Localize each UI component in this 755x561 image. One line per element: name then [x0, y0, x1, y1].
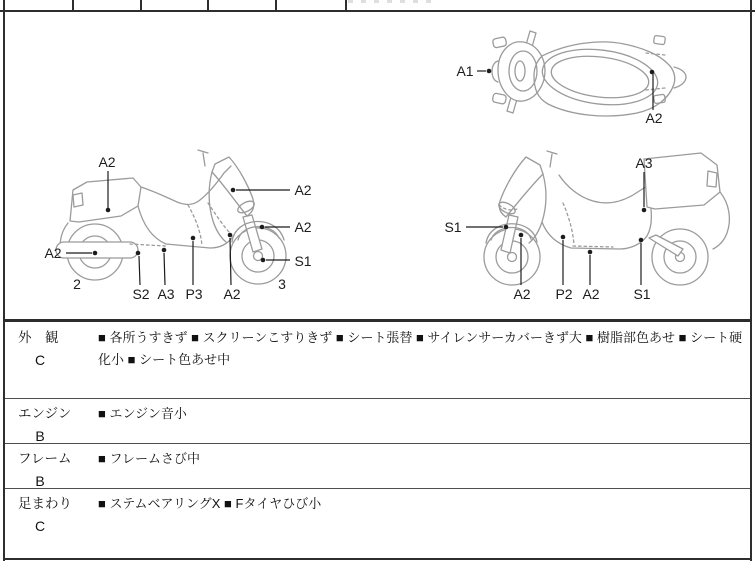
notes-cell: ■ 各所うすきず ■ スクリーンこすりきず ■ シート張替 ■ サイレンサーカバーきず大 ■ 樹脂部色あせ ■ シート硬化小 ■ シート色あせ中 — [98, 330, 743, 367]
category-cell — [5, 497, 98, 559]
callout-label: A2 — [294, 182, 312, 198]
callout-label: A2 — [98, 154, 116, 170]
inspection-report-table — [5, 323, 750, 559]
callout-label: A2 — [44, 245, 62, 261]
notes-cell: ■ ステムベアリングX ■ Fタイヤひび小 — [98, 496, 322, 511]
callout-label: S2 — [132, 286, 150, 302]
table-row-exterior — [5, 323, 750, 398]
callout-label: A2 — [513, 286, 531, 302]
category-cell — [5, 452, 98, 488]
wheel-number-label: 3 — [278, 276, 286, 292]
grade-value: B — [35, 428, 45, 444]
grade-value: C — [34, 518, 46, 534]
category-label: 外 観 — [18, 330, 59, 345]
notes-cell: ■ フレームさび中 — [98, 451, 200, 466]
callout-label: P3 — [185, 286, 203, 302]
category-cell — [5, 331, 98, 398]
callout-label: A1 — [456, 63, 474, 79]
callout-label: P2 — [555, 286, 573, 302]
callout-label: A3 — [157, 286, 175, 302]
callout-label: A2 — [582, 286, 600, 302]
callout-label: A2 — [294, 219, 312, 235]
callout-label: S1 — [444, 219, 462, 235]
grade-value: C — [34, 352, 46, 368]
callout-label: A2 — [223, 286, 241, 302]
callout-label: S1 — [633, 286, 651, 302]
callout-label: A3 — [635, 155, 653, 171]
category-label: エンジン — [18, 406, 72, 421]
category-label: フレーム — [18, 451, 72, 466]
category-label: 足まわり — [18, 496, 72, 511]
table-row-frame — [5, 443, 750, 488]
callout-label: A2 — [645, 110, 663, 126]
table-row-engine — [5, 398, 750, 443]
notes-cell: ■ エンジン音小 — [98, 406, 187, 421]
grade-value: B — [35, 473, 45, 489]
wheel-number-label: 2 — [73, 276, 81, 292]
category-cell — [5, 407, 98, 443]
table-row-undercarriage — [5, 488, 750, 559]
callout-label: S1 — [294, 253, 312, 269]
